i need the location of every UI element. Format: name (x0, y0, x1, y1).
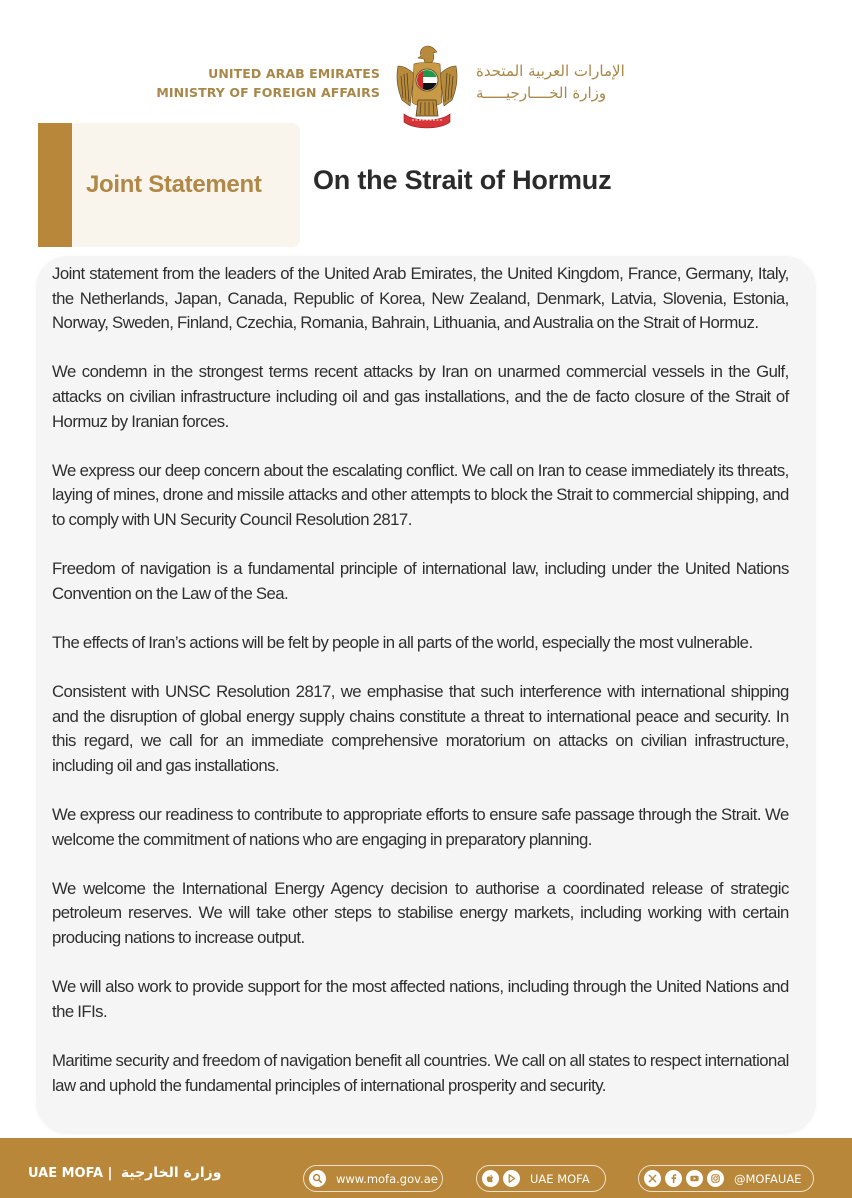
apple-icon[interactable] (482, 1170, 499, 1187)
statement-body (52, 262, 800, 1098)
page-title: On the Strait of Hormuz (313, 165, 612, 195)
website-link[interactable] (303, 1165, 443, 1192)
youtube-icon[interactable] (686, 1170, 703, 1187)
title-accent-bar (38, 123, 72, 247)
org-country-ar: الإمارات العربية المتحدة (476, 62, 625, 80)
org-name-arabic (476, 60, 696, 104)
social-handle: @MOFAUAE (734, 1171, 802, 1186)
search-icon (309, 1170, 326, 1187)
apps-label: UAE MOFA (530, 1171, 590, 1186)
footer-brand-ar: وزارة الخارجية (120, 1165, 222, 1181)
paragraph: Maritime security and freedom of navigation benefit all countries. We call on all states to respect international law and uphold the fundamental principles of international prosperity and security. (52, 1051, 789, 1095)
paragraph: Freedom of navigation is a fundamental principle of international law, including under the United Nations Convention on the Law of the Sea. (52, 559, 789, 603)
paragraph: We will also work to provide support for the most affected nations, including through the United Nations and the IFIs. (52, 977, 789, 1021)
x-icon[interactable] (644, 1170, 661, 1187)
letterhead (0, 0, 852, 130)
statement-card (36, 256, 816, 1134)
footer-brand (28, 1165, 221, 1181)
paragraph: We express our deep concern about the escalating conflict. We call on Iran to cease immediately its threats, laying of mines, drone and missile attacks and other attempts to block the Strait to commercial shipping, and to comply with UN Security Council Resolution 2817. (52, 460, 789, 529)
document-type-label: Joint Statement (86, 171, 262, 198)
org-ministry-en: MINISTRY OF FOREIGN AFFAIRS (156, 85, 380, 100)
website-label: www.mofa.gov.ae (336, 1171, 438, 1186)
paragraph: Consistent with UNSC Resolution 2817, we emphasise that such interference with international shipping and the disruption of global energy supply chains constitute a threat to international peace and security. In this regard, we call for an immediate comprehensive moratorium on attacks on civilian infrastructure, including oil and gas installations. (52, 682, 789, 775)
instagram-icon[interactable] (707, 1170, 724, 1187)
org-country-en: UNITED ARAB EMIRATES (208, 66, 380, 81)
paragraph: We express our readiness to contribute to appropriate efforts to ensure safe passage through the Strait. We welcome the commitment of nations who are engaging in preparatory planning. (52, 805, 789, 849)
paragraph: Joint statement from the leaders of the United Arab Emirates, the United Kingdom, France, Germany, Italy, the Netherlands, Japan, Canada, Republic of Korea, New Zealand, Denmark, Latvia, Slovenia, Estonia, Norway, Sweden, Finland, Czechia, Romania, Bahrain, Lithuania, and Australia on the Strait of Hormuz. (52, 264, 789, 333)
org-ministry-ar: وزارة الخــــارجيـــــة (476, 84, 607, 102)
uae-emblem-falcon-icon (394, 44, 460, 130)
app-store-links[interactable] (476, 1165, 606, 1192)
paragraph: The effects of Iran’s actions will be felt by people in all parts of the world, especially the most vulnerable. (52, 632, 753, 652)
google-play-icon[interactable] (503, 1170, 520, 1187)
paragraph: We welcome the International Energy Agency decision to authorise a coordinated release of strategic petroleum reserves. We will take other steps to stabilise energy markets, including working with certain producing nations to increase output. (52, 878, 789, 948)
title-block (38, 123, 300, 247)
paragraph: We condemn in the strongest terms recent attacks by Iran on unarmed commercial vessels in the Gulf, attacks on civilian infrastructure including oil and gas installations, and the de facto closure of the Strait of Hormuz by Iranian forces. (52, 362, 789, 431)
social-links[interactable] (638, 1165, 814, 1192)
footer-brand-en: UAE MOFA | (28, 1166, 113, 1181)
facebook-icon[interactable] (665, 1170, 682, 1187)
org-name-english (156, 64, 380, 102)
